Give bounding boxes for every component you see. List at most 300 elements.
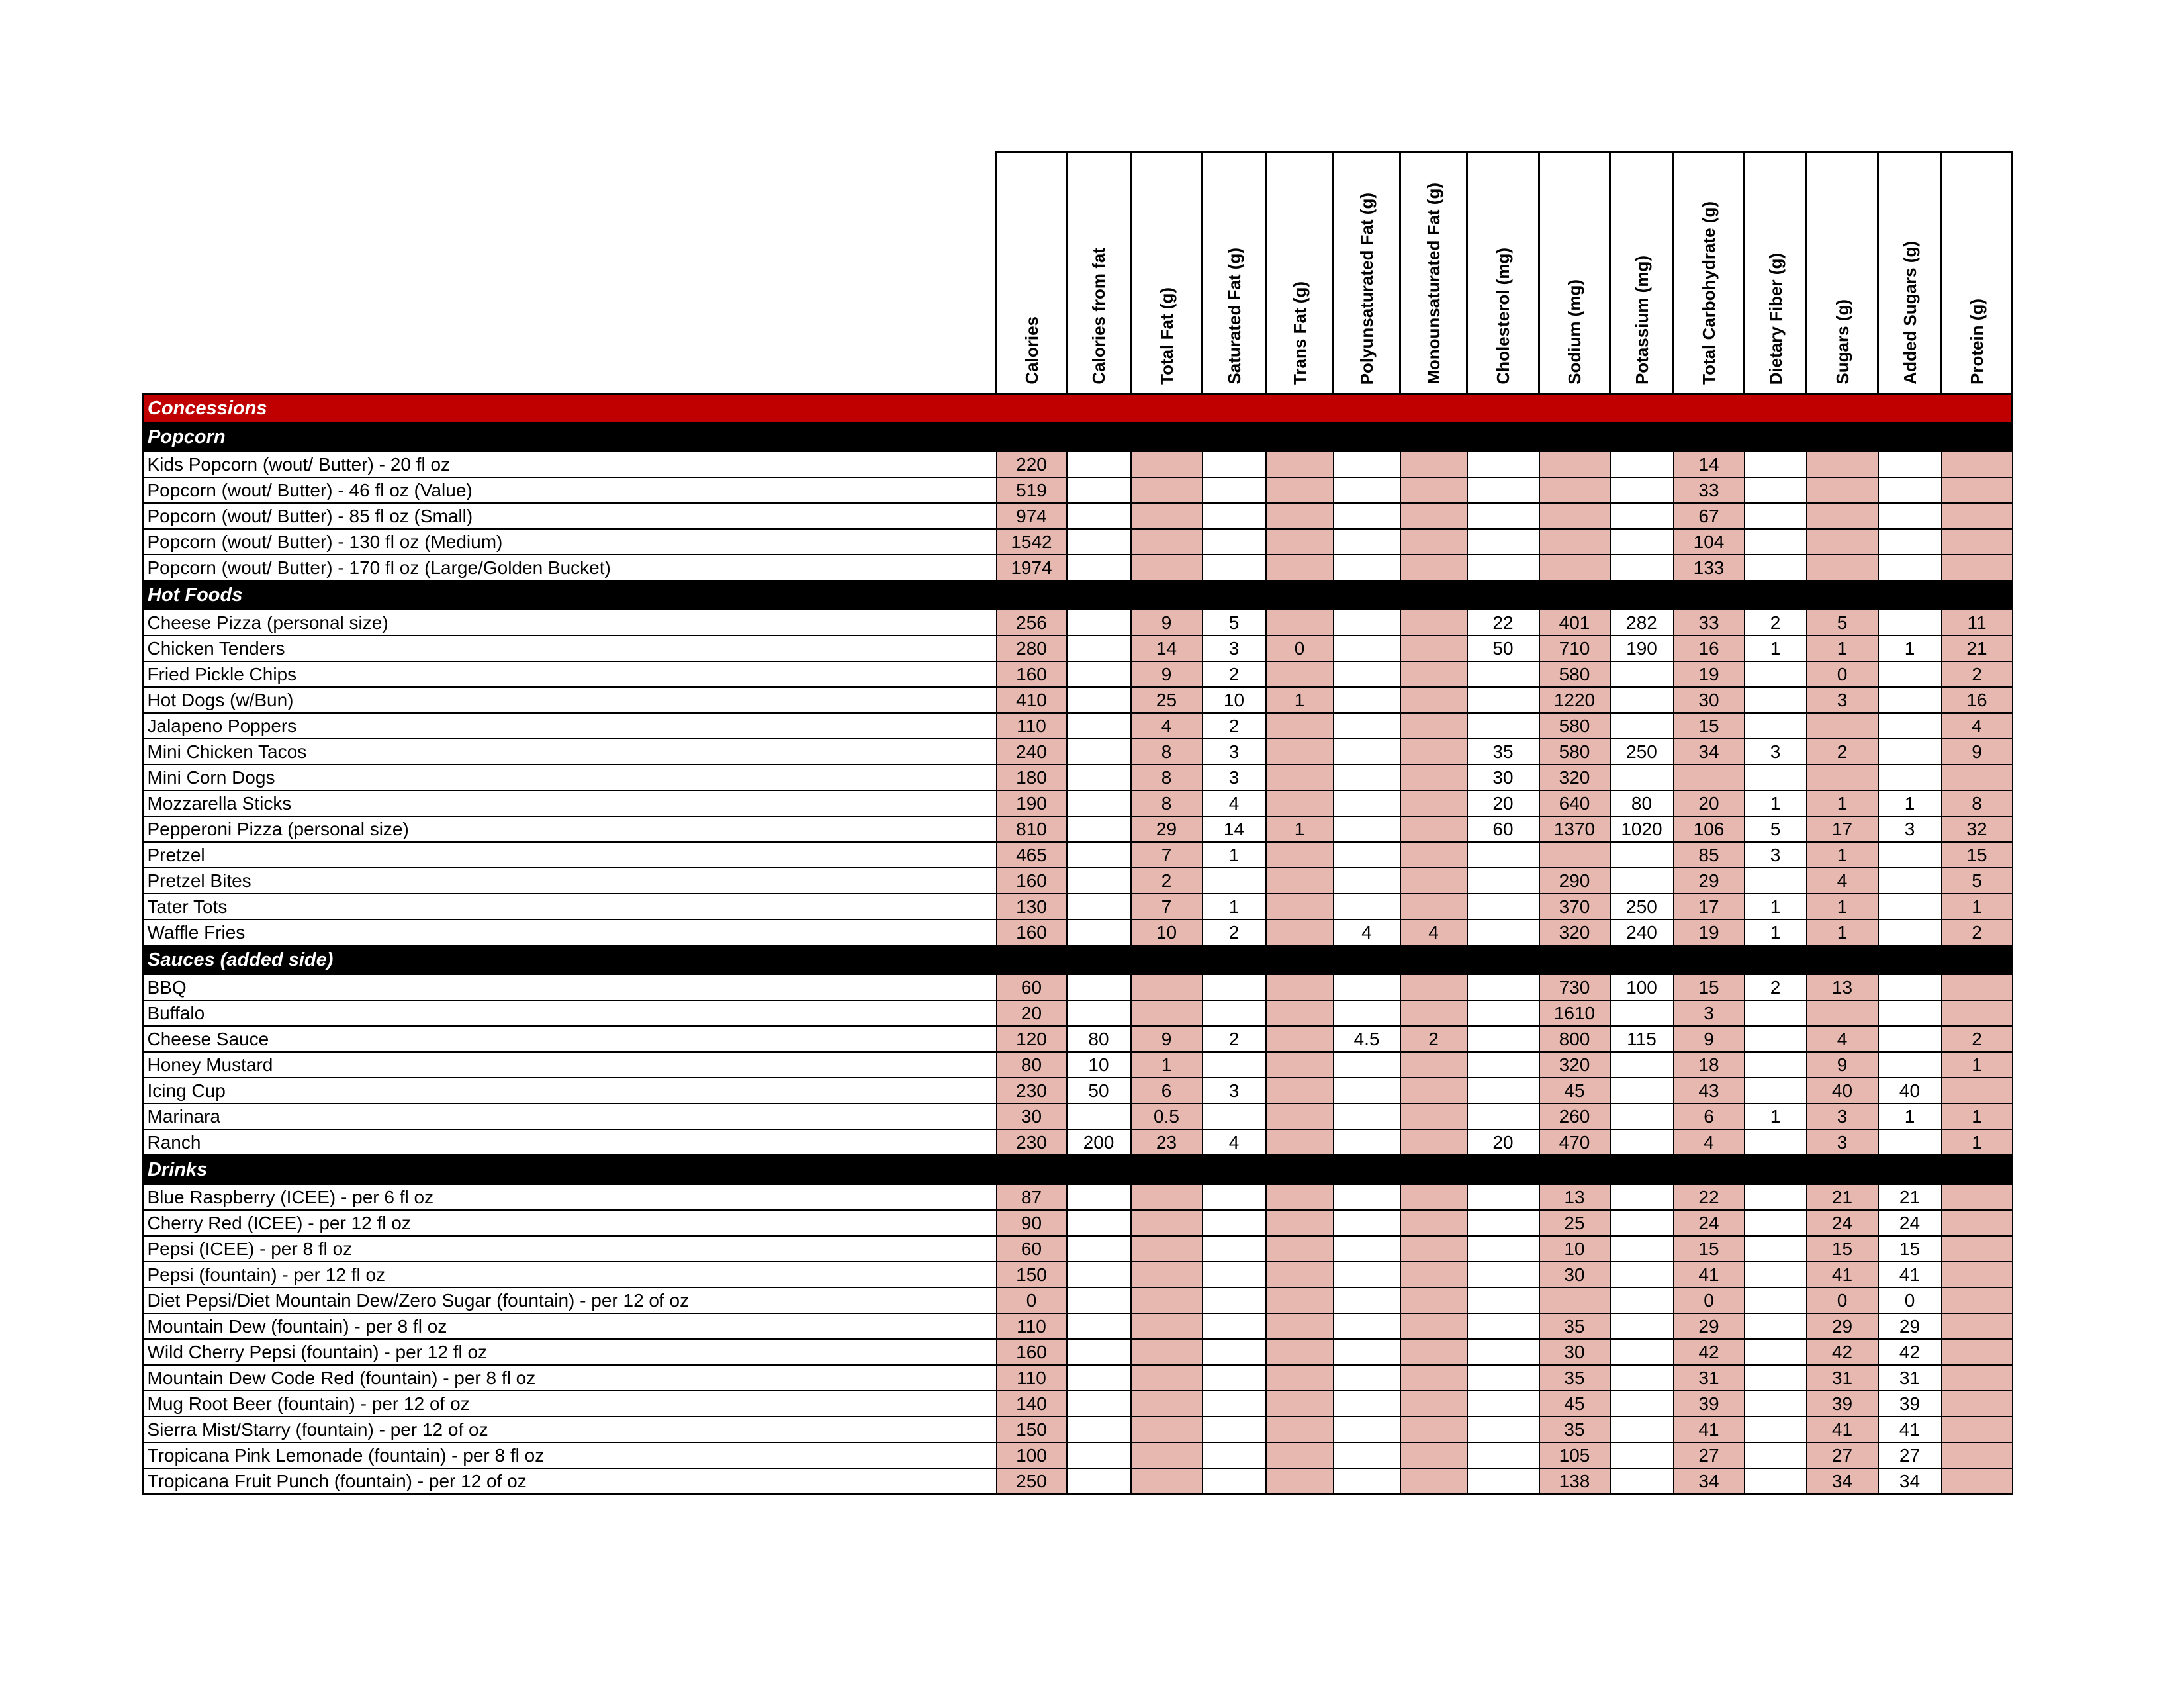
cell-cholesterol-mg (1467, 1417, 1539, 1442)
cell-cholesterol-mg (1467, 1210, 1539, 1236)
cell-calories-from-fat (1067, 842, 1131, 868)
column-header-total-carbohydrate-g (1674, 152, 1745, 395)
cell-cholesterol-mg (1467, 1236, 1539, 1262)
cell-sodium-mg: 260 (1539, 1103, 1610, 1129)
cell-trans-fat-g (1266, 1339, 1334, 1365)
cell-calories-from-fat (1067, 816, 1131, 842)
table-row (143, 1026, 2013, 1052)
cell-saturated-fat-g (1203, 555, 1266, 581)
cell-monounsaturated-fat-g (1400, 477, 1467, 503)
cell-cholesterol-mg (1467, 1313, 1539, 1339)
table-row (143, 1052, 2013, 1078)
cell-total-fat-g (1131, 1236, 1203, 1262)
cell-added-sugars-g (1878, 687, 1942, 713)
cell-potassium-mg (1610, 555, 1674, 581)
cell-added-sugars-g: 34 (1878, 1468, 1942, 1494)
cell-calories: 110 (997, 1313, 1067, 1339)
cell-trans-fat-g (1266, 894, 1334, 919)
cell-protein-g (1942, 1313, 2013, 1339)
cell-total-fat-g (1131, 1000, 1203, 1026)
cell-polyunsaturated-fat-g (1334, 687, 1400, 713)
cell-sodium-mg: 35 (1539, 1365, 1610, 1391)
cell-trans-fat-g (1266, 1365, 1334, 1391)
cell-trans-fat-g (1266, 610, 1334, 636)
cell-protein-g: 2 (1942, 1026, 2013, 1052)
table-row (143, 1262, 2013, 1288)
cell-trans-fat-g (1266, 1103, 1334, 1129)
cell-calories-from-fat (1067, 503, 1131, 529)
table-row (143, 477, 2013, 503)
cell-saturated-fat-g: 4 (1203, 790, 1266, 816)
cell-cholesterol-mg (1467, 1288, 1539, 1313)
cell-total-fat-g: 10 (1131, 919, 1203, 946)
cell-calories: 280 (997, 635, 1067, 661)
cell-polyunsaturated-fat-g (1334, 1391, 1400, 1417)
cell-saturated-fat-g: 2 (1203, 919, 1266, 946)
cell-sugars-g: 9 (1807, 1052, 1878, 1078)
cell-sodium-mg: 370 (1539, 894, 1610, 919)
cell-calories-from-fat (1067, 1000, 1131, 1026)
cell-sodium-mg (1539, 503, 1610, 529)
cell-added-sugars-g: 1 (1878, 790, 1942, 816)
cell-sodium-mg: 800 (1539, 1026, 1610, 1052)
cell-added-sugars-g: 27 (1878, 1442, 1942, 1468)
item-name: Hot Dogs (w/Bun) (143, 687, 997, 713)
cell-sugars-g: 4 (1807, 1026, 1878, 1052)
section-header-hot-foods (143, 581, 2013, 610)
cell-polyunsaturated-fat-g (1334, 1417, 1400, 1442)
cell-dietary-fiber-g: 1 (1745, 790, 1807, 816)
cell-protein-g (1942, 1468, 2013, 1494)
cell-polyunsaturated-fat-g (1334, 816, 1400, 842)
cell-added-sugars-g: 42 (1878, 1339, 1942, 1365)
cell-calories: 256 (997, 610, 1067, 636)
cell-total-fat-g (1131, 1365, 1203, 1391)
cell-sugars-g (1807, 477, 1878, 503)
column-header-label: Added Sugars (g) (1899, 241, 1920, 385)
cell-cholesterol-mg (1467, 974, 1539, 1001)
cell-sodium-mg: 320 (1539, 919, 1610, 946)
cell-calories-from-fat (1067, 1391, 1131, 1417)
cell-trans-fat-g (1266, 1288, 1334, 1313)
cell-saturated-fat-g (1203, 1103, 1266, 1129)
cell-cholesterol-mg (1467, 477, 1539, 503)
cell-cholesterol-mg: 22 (1467, 610, 1539, 636)
cell-trans-fat-g (1266, 1129, 1334, 1156)
cell-dietary-fiber-g (1745, 687, 1807, 713)
cell-monounsaturated-fat-g (1400, 1442, 1467, 1468)
cell-saturated-fat-g (1203, 1184, 1266, 1211)
cell-total-carbohydrate-g: 0 (1674, 1288, 1745, 1313)
cell-sodium-mg: 470 (1539, 1129, 1610, 1156)
item-name: Mug Root Beer (fountain) - per 12 of oz (143, 1391, 997, 1417)
column-header-saturated-fat-g (1203, 152, 1266, 395)
cell-cholesterol-mg (1467, 1262, 1539, 1288)
cell-polyunsaturated-fat-g (1334, 503, 1400, 529)
cell-calories: 250 (997, 1468, 1067, 1494)
cell-polyunsaturated-fat-g (1334, 1078, 1400, 1103)
cell-cholesterol-mg (1467, 1339, 1539, 1365)
cell-potassium-mg (1610, 477, 1674, 503)
cell-monounsaturated-fat-g (1400, 713, 1467, 739)
cell-polyunsaturated-fat-g (1334, 1184, 1400, 1211)
cell-sugars-g: 29 (1807, 1313, 1878, 1339)
cell-sugars-g (1807, 451, 1878, 478)
cell-dietary-fiber-g (1745, 529, 1807, 555)
cell-calories-from-fat (1067, 687, 1131, 713)
column-header-label: Protein (g) (1967, 299, 1987, 385)
cell-potassium-mg (1610, 1236, 1674, 1262)
cell-trans-fat-g (1266, 503, 1334, 529)
cell-protein-g: 21 (1942, 635, 2013, 661)
cell-potassium-mg (1610, 1000, 1674, 1026)
cell-calories-from-fat (1067, 765, 1131, 790)
cell-potassium-mg: 80 (1610, 790, 1674, 816)
cell-total-carbohydrate-g: 17 (1674, 894, 1745, 919)
cell-monounsaturated-fat-g (1400, 661, 1467, 687)
cell-trans-fat-g (1266, 529, 1334, 555)
cell-total-carbohydrate-g: 20 (1674, 790, 1745, 816)
cell-protein-g (1942, 555, 2013, 581)
cell-added-sugars-g (1878, 868, 1942, 894)
cell-saturated-fat-g: 3 (1203, 635, 1266, 661)
cell-monounsaturated-fat-g (1400, 635, 1467, 661)
cell-polyunsaturated-fat-g (1334, 1365, 1400, 1391)
cell-monounsaturated-fat-g (1400, 842, 1467, 868)
table-row (143, 1339, 2013, 1365)
cell-monounsaturated-fat-g (1400, 555, 1467, 581)
cell-polyunsaturated-fat-g (1334, 1313, 1400, 1339)
cell-cholesterol-mg (1467, 451, 1539, 478)
cell-saturated-fat-g: 10 (1203, 687, 1266, 713)
cell-calories-from-fat (1067, 1417, 1131, 1442)
table-row (143, 503, 2013, 529)
cell-potassium-mg (1610, 868, 1674, 894)
cell-total-carbohydrate-g: 29 (1674, 868, 1745, 894)
cell-monounsaturated-fat-g (1400, 1000, 1467, 1026)
cell-protein-g: 9 (1942, 739, 2013, 765)
category-header (143, 395, 2013, 423)
cell-trans-fat-g (1266, 1468, 1334, 1494)
column-header-trans-fat-g (1266, 152, 1334, 395)
cell-saturated-fat-g (1203, 477, 1266, 503)
cell-calories-from-fat (1067, 1313, 1131, 1339)
cell-calories: 230 (997, 1129, 1067, 1156)
cell-added-sugars-g (1878, 919, 1942, 946)
cell-sodium-mg: 35 (1539, 1313, 1610, 1339)
cell-protein-g: 2 (1942, 661, 2013, 687)
cell-total-carbohydrate-g: 19 (1674, 661, 1745, 687)
item-name: Cheese Pizza (personal size) (143, 610, 997, 636)
cell-polyunsaturated-fat-g (1334, 713, 1400, 739)
cell-saturated-fat-g (1203, 868, 1266, 894)
cell-sodium-mg: 580 (1539, 713, 1610, 739)
cell-cholesterol-mg (1467, 919, 1539, 946)
table-row (143, 1313, 2013, 1339)
table-row (143, 1288, 2013, 1313)
cell-calories: 240 (997, 739, 1067, 765)
cell-calories: 30 (997, 1103, 1067, 1129)
table-row (143, 529, 2013, 555)
cell-trans-fat-g (1266, 974, 1334, 1001)
cell-protein-g (1942, 451, 2013, 478)
cell-sugars-g (1807, 529, 1878, 555)
cell-cholesterol-mg: 50 (1467, 635, 1539, 661)
cell-trans-fat-g (1266, 555, 1334, 581)
cell-calories: 120 (997, 1026, 1067, 1052)
item-name: Diet Pepsi/Diet Mountain Dew/Zero Sugar (fountain) - per 12 of oz (143, 1288, 997, 1313)
cell-polyunsaturated-fat-g (1334, 661, 1400, 687)
table-row (143, 451, 2013, 478)
cell-saturated-fat-g: 5 (1203, 610, 1266, 636)
cell-sugars-g: 17 (1807, 816, 1878, 842)
cell-total-fat-g: 9 (1131, 1026, 1203, 1052)
item-name: Jalapeno Poppers (143, 713, 997, 739)
cell-sodium-mg: 401 (1539, 610, 1610, 636)
column-header-total-fat-g (1131, 152, 1203, 395)
cell-sugars-g: 3 (1807, 687, 1878, 713)
cell-potassium-mg: 250 (1610, 739, 1674, 765)
cell-total-fat-g (1131, 1262, 1203, 1288)
cell-added-sugars-g (1878, 842, 1942, 868)
cell-saturated-fat-g (1203, 1442, 1266, 1468)
cell-calories: 220 (997, 451, 1067, 478)
cell-potassium-mg: 100 (1610, 974, 1674, 1001)
cell-calories-from-fat: 80 (1067, 1026, 1131, 1052)
cell-sugars-g (1807, 503, 1878, 529)
cell-calories: 1974 (997, 555, 1067, 581)
cell-added-sugars-g (1878, 974, 1942, 1001)
cell-total-fat-g (1131, 1468, 1203, 1494)
cell-trans-fat-g (1266, 739, 1334, 765)
cell-total-fat-g: 29 (1131, 816, 1203, 842)
cell-monounsaturated-fat-g (1400, 1210, 1467, 1236)
cell-protein-g (1942, 1391, 2013, 1417)
cell-potassium-mg (1610, 1210, 1674, 1236)
cell-added-sugars-g (1878, 739, 1942, 765)
cell-protein-g (1942, 974, 2013, 1001)
cell-saturated-fat-g: 2 (1203, 713, 1266, 739)
section-header-sauces-added-side (143, 946, 2013, 974)
cell-total-carbohydrate-g: 106 (1674, 816, 1745, 842)
table-row (143, 739, 2013, 765)
cell-dietary-fiber-g (1745, 1129, 1807, 1156)
cell-sodium-mg: 10 (1539, 1236, 1610, 1262)
cell-calories: 160 (997, 868, 1067, 894)
cell-total-fat-g (1131, 503, 1203, 529)
cell-polyunsaturated-fat-g (1334, 974, 1400, 1001)
section-header-hot-foods-label: Hot Foods (143, 581, 2013, 610)
cell-monounsaturated-fat-g (1400, 687, 1467, 713)
cell-sodium-mg: 290 (1539, 868, 1610, 894)
item-name: Popcorn (wout/ Butter) - 130 fl oz (Medium) (143, 529, 997, 555)
cell-saturated-fat-g: 4 (1203, 1129, 1266, 1156)
cell-total-carbohydrate-g: 15 (1674, 713, 1745, 739)
table-row (143, 1129, 2013, 1156)
cell-total-fat-g: 7 (1131, 894, 1203, 919)
cell-sodium-mg: 1610 (1539, 1000, 1610, 1026)
cell-monounsaturated-fat-g (1400, 1313, 1467, 1339)
cell-total-carbohydrate-g: 41 (1674, 1262, 1745, 1288)
cell-total-carbohydrate-g: 4 (1674, 1129, 1745, 1156)
cell-protein-g (1942, 1078, 2013, 1103)
column-header-label: Calories from fat (1089, 248, 1109, 385)
cell-monounsaturated-fat-g (1400, 1417, 1467, 1442)
cell-sugars-g: 39 (1807, 1391, 1878, 1417)
cell-calories-from-fat (1067, 635, 1131, 661)
cell-saturated-fat-g (1203, 1236, 1266, 1262)
table-row (143, 1210, 2013, 1236)
cell-dietary-fiber-g (1745, 1210, 1807, 1236)
cell-calories: 230 (997, 1078, 1067, 1103)
item-name: Mountain Dew (fountain) - per 8 fl oz (143, 1313, 997, 1339)
cell-saturated-fat-g (1203, 974, 1266, 1001)
cell-trans-fat-g (1266, 1313, 1334, 1339)
cell-polyunsaturated-fat-g (1334, 451, 1400, 478)
cell-calories-from-fat (1067, 790, 1131, 816)
cell-potassium-mg (1610, 1468, 1674, 1494)
nutrition-table-body (143, 395, 2013, 1495)
cell-total-fat-g: 0.5 (1131, 1103, 1203, 1129)
cell-added-sugars-g: 1 (1878, 635, 1942, 661)
cell-total-fat-g (1131, 1184, 1203, 1211)
cell-sugars-g: 15 (1807, 1236, 1878, 1262)
cell-sugars-g (1807, 555, 1878, 581)
cell-monounsaturated-fat-g (1400, 868, 1467, 894)
cell-calories: 110 (997, 1365, 1067, 1391)
column-header-sugars-g (1807, 152, 1878, 395)
cell-monounsaturated-fat-g (1400, 451, 1467, 478)
cell-trans-fat-g (1266, 868, 1334, 894)
cell-added-sugars-g (1878, 610, 1942, 636)
cell-calories-from-fat (1067, 713, 1131, 739)
cell-dietary-fiber-g (1745, 1262, 1807, 1288)
cell-dietary-fiber-g: 1 (1745, 635, 1807, 661)
cell-calories-from-fat: 50 (1067, 1078, 1131, 1103)
cell-monounsaturated-fat-g (1400, 974, 1467, 1001)
cell-cholesterol-mg (1467, 1468, 1539, 1494)
cell-sugars-g (1807, 765, 1878, 790)
cell-sugars-g: 41 (1807, 1417, 1878, 1442)
cell-added-sugars-g (1878, 713, 1942, 739)
table-row (143, 1365, 2013, 1391)
table-row (143, 1103, 2013, 1129)
cell-saturated-fat-g (1203, 1339, 1266, 1365)
cell-calories-from-fat (1067, 1103, 1131, 1129)
cell-total-carbohydrate-g: 42 (1674, 1339, 1745, 1365)
cell-calories-from-fat (1067, 1288, 1131, 1313)
cell-calories: 160 (997, 661, 1067, 687)
cell-potassium-mg (1610, 765, 1674, 790)
cell-trans-fat-g (1266, 661, 1334, 687)
cell-total-carbohydrate-g: 16 (1674, 635, 1745, 661)
cell-calories: 0 (997, 1288, 1067, 1313)
cell-total-carbohydrate-g: 14 (1674, 451, 1745, 478)
item-name: Pepsi (fountain) - per 12 fl oz (143, 1262, 997, 1288)
cell-cholesterol-mg (1467, 1000, 1539, 1026)
cell-calories-from-fat: 10 (1067, 1052, 1131, 1078)
cell-protein-g: 16 (1942, 687, 2013, 713)
cell-trans-fat-g (1266, 1210, 1334, 1236)
cell-added-sugars-g: 40 (1878, 1078, 1942, 1103)
cell-total-fat-g (1131, 1288, 1203, 1313)
cell-added-sugars-g: 24 (1878, 1210, 1942, 1236)
cell-monounsaturated-fat-g (1400, 1129, 1467, 1156)
cell-total-carbohydrate-g: 31 (1674, 1365, 1745, 1391)
cell-potassium-mg (1610, 1052, 1674, 1078)
cell-trans-fat-g (1266, 1442, 1334, 1468)
cell-sodium-mg (1539, 529, 1610, 555)
cell-sugars-g: 1 (1807, 919, 1878, 946)
cell-monounsaturated-fat-g (1400, 1288, 1467, 1313)
cell-sugars-g: 21 (1807, 1184, 1878, 1211)
cell-total-fat-g (1131, 1442, 1203, 1468)
cell-potassium-mg (1610, 713, 1674, 739)
cell-dietary-fiber-g (1745, 1052, 1807, 1078)
cell-polyunsaturated-fat-g (1334, 1468, 1400, 1494)
cell-protein-g: 15 (1942, 842, 2013, 868)
cell-protein-g (1942, 1288, 2013, 1313)
cell-monounsaturated-fat-g (1400, 1078, 1467, 1103)
cell-total-carbohydrate-g: 104 (1674, 529, 1745, 555)
section-header-drinks-label: Drinks (143, 1156, 2013, 1184)
cell-total-carbohydrate-g: 43 (1674, 1078, 1745, 1103)
cell-monounsaturated-fat-g (1400, 1236, 1467, 1262)
cell-dietary-fiber-g (1745, 1468, 1807, 1494)
cell-dietary-fiber-g (1745, 477, 1807, 503)
cell-potassium-mg (1610, 661, 1674, 687)
cell-monounsaturated-fat-g (1400, 765, 1467, 790)
table-row (143, 868, 2013, 894)
cell-sodium-mg: 580 (1539, 661, 1610, 687)
cell-dietary-fiber-g (1745, 1313, 1807, 1339)
cell-sugars-g: 0 (1807, 1288, 1878, 1313)
item-name: Mozzarella Sticks (143, 790, 997, 816)
cell-sugars-g: 1 (1807, 635, 1878, 661)
item-name: Popcorn (wout/ Butter) - 85 fl oz (Small) (143, 503, 997, 529)
cell-potassium-mg (1610, 1417, 1674, 1442)
cell-polyunsaturated-fat-g: 4 (1334, 919, 1400, 946)
cell-saturated-fat-g (1203, 1210, 1266, 1236)
cell-sugars-g: 31 (1807, 1365, 1878, 1391)
cell-potassium-mg: 115 (1610, 1026, 1674, 1052)
cell-dietary-fiber-g: 5 (1745, 816, 1807, 842)
cell-potassium-mg: 240 (1610, 919, 1674, 946)
cell-cholesterol-mg: 35 (1467, 739, 1539, 765)
cell-cholesterol-mg (1467, 868, 1539, 894)
cell-monounsaturated-fat-g (1400, 1052, 1467, 1078)
cell-cholesterol-mg (1467, 713, 1539, 739)
cell-polyunsaturated-fat-g (1334, 1288, 1400, 1313)
cell-calories-from-fat (1067, 610, 1131, 636)
cell-sugars-g: 2 (1807, 739, 1878, 765)
header-spacer (143, 152, 997, 395)
cell-potassium-mg (1610, 503, 1674, 529)
cell-sugars-g: 0 (1807, 661, 1878, 687)
cell-trans-fat-g (1266, 1052, 1334, 1078)
cell-total-carbohydrate-g: 27 (1674, 1442, 1745, 1468)
cell-total-carbohydrate-g: 6 (1674, 1103, 1745, 1129)
cell-cholesterol-mg (1467, 1184, 1539, 1211)
cell-protein-g (1942, 1339, 2013, 1365)
cell-total-fat-g (1131, 555, 1203, 581)
cell-protein-g: 1 (1942, 1129, 2013, 1156)
cell-added-sugars-g: 31 (1878, 1365, 1942, 1391)
cell-polyunsaturated-fat-g (1334, 1262, 1400, 1288)
cell-total-fat-g (1131, 1210, 1203, 1236)
cell-sodium-mg: 138 (1539, 1468, 1610, 1494)
cell-polyunsaturated-fat-g (1334, 894, 1400, 919)
